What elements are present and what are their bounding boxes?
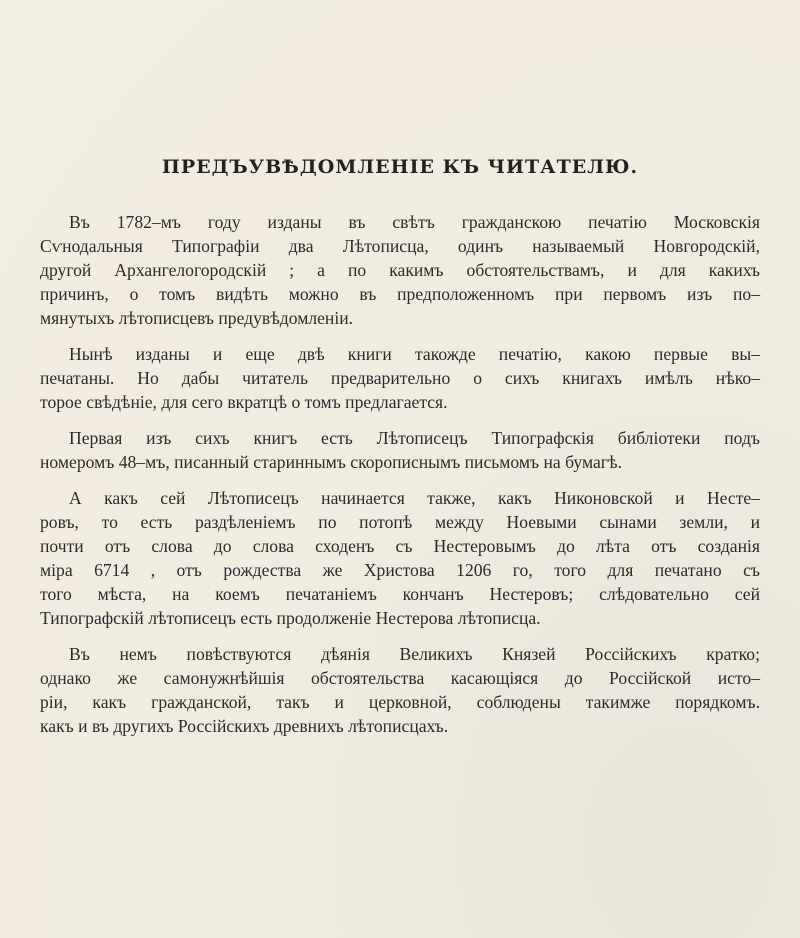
text-line: того мѣста, на коемъ печатаніемъ кончанъ Нестеровъ; слѣдовательно сей	[40, 584, 760, 604]
text-line: однако же самонужнѣйшія обстоятельства касающіяся до Россійской исто–	[40, 668, 760, 688]
text-line: Въ немъ повѣствуются дѣянія Великихъ Князей Россійскихъ кратко;	[69, 644, 760, 664]
text-line: А какъ сей Лѣтописецъ начинается также, какъ Никоновской и Несте–	[69, 488, 760, 508]
text-line: Въ 1782–мъ году изданы въ свѣтъ гражданскою печатію Московскія	[69, 212, 760, 232]
text-line: почти отъ слова до слова сходенъ съ Нестеровымъ до лѣта отъ созданія	[40, 536, 760, 556]
text-line: причинъ, о томъ видѣть можно въ предположенномъ при первомъ изъ по–	[40, 284, 760, 304]
text-line: Первая изъ сихъ книгъ есть Лѣтописецъ Типографскія библіотеки подъ	[69, 428, 760, 448]
text-line: мянутыхъ лѣтописцевъ предувѣдомленіи.	[40, 308, 354, 328]
text-line: другой Архангелогородскій ; а по какимъ обстоятельствамъ, и для какихъ	[40, 260, 760, 280]
paragraph-1	[40, 210, 760, 330]
paragraph-4	[40, 486, 760, 630]
text-line: Типографскій лѣтописецъ есть продолженіе Нестерова лѣтописца.	[40, 608, 541, 628]
page-title: ПРЕДЪУВѢДОМЛЕНІЕ КЪ ЧИТАТЕЛЮ.	[161, 156, 639, 178]
document-body	[40, 210, 760, 750]
text-line: міра 6714 , отъ рождества же Христова 1206 го, того для печатано съ	[40, 560, 760, 580]
text-line: ровъ, то есть раздѣленіемъ по потопѣ между Ноевыми сынами земли, и	[40, 512, 760, 532]
text-line: торое свѣдѣніе, для сего вкратцѣ о томъ предлагается.	[40, 392, 448, 412]
paragraph-2	[40, 342, 760, 414]
paragraph-3	[40, 426, 760, 474]
text-line: номеромъ 48–мъ, писанный стариннымъ скорописнымъ письмомъ на бумагѣ.	[40, 452, 622, 472]
text-line: Нынѣ изданы и еще двѣ книги такожде печатію, какою первые вы–	[69, 344, 760, 364]
text-line: Сѵнодальныя Типографіи два Лѣтописца, одинъ называемый Новгородскій,	[40, 236, 760, 256]
text-line: печатаны. Но дабы читатель предварительно о сихъ книгахъ имѣлъ нѣко–	[40, 368, 760, 388]
text-line: какъ и въ другихъ Россійскихъ древнихъ лѣтописцахъ.	[40, 716, 449, 736]
text-line: ріи, какъ гражданской, такъ и церковной, соблюдены такимже порядкомъ.	[40, 692, 760, 712]
paragraph-5	[40, 642, 760, 738]
